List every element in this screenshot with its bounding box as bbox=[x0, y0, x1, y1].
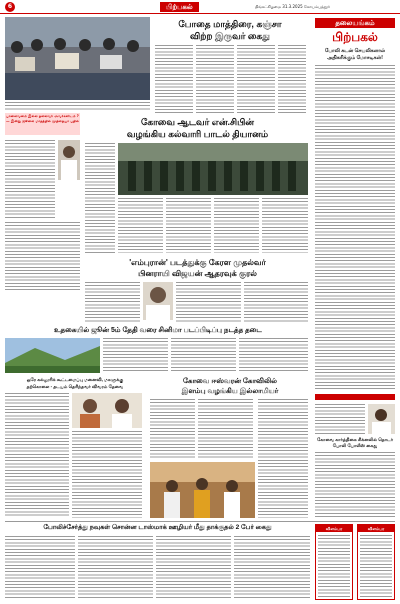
article-drugs-col4 bbox=[278, 45, 306, 113]
temple-col3 bbox=[258, 399, 308, 518]
cinema-col2 bbox=[171, 338, 236, 373]
photo-caption bbox=[5, 102, 150, 110]
lower-right-body bbox=[315, 452, 395, 518]
page-number: 6 bbox=[5, 2, 15, 12]
temple-col1 bbox=[150, 399, 195, 459]
left-box-headline: பாலைவனம் இல்ல தலைவர் அவர்களிடம் ? — இன்று ஜூலை மாதத்தில் முத்தையா பதில் bbox=[6, 114, 79, 123]
lower-left-col1 bbox=[5, 393, 69, 518]
headline-kovai-2: வழங்கிய கல்வாரி பாடல் தியானம் bbox=[126, 129, 269, 139]
editorial-body bbox=[315, 65, 395, 390]
section-bar bbox=[315, 394, 395, 400]
ad-body-2 bbox=[360, 535, 392, 597]
headline-drugs-2: விற்ற இருவர் கைது bbox=[190, 31, 270, 41]
pinarayi-photo bbox=[143, 282, 173, 320]
cinema-col1 bbox=[103, 338, 168, 373]
editorial-headline-1: போலி கடன் செயலிகளால் bbox=[324, 48, 386, 54]
headline-temple-2: இளம்பு வழங்கிய இல்லாமியர் bbox=[181, 388, 279, 395]
temple-photo bbox=[150, 462, 255, 518]
temple-col2 bbox=[198, 399, 253, 459]
headline-empuraan-1: 'எம்புரான்' படத்துக்கு கேரள முதல்வர் bbox=[129, 258, 266, 267]
ad-body-1 bbox=[318, 535, 350, 597]
headline-lower-left-1: ஒரே கல்லூரிக் கூட்டமைப்பு மனைவி, மகளுக்கு bbox=[26, 377, 124, 382]
kovai-article-col5 bbox=[262, 198, 308, 253]
kovai-article-col4 bbox=[214, 198, 259, 253]
headline-cinema: உதகையில் ஜூன் 5ம் தேதி வரை சினிமா படப்பிடிப்பு நடத்த தடை bbox=[54, 327, 262, 334]
bottom-col1 bbox=[5, 536, 75, 600]
bottom-col2 bbox=[78, 536, 153, 600]
cinema-col3 bbox=[239, 338, 308, 373]
headline-drugs-1: போதை மாத்திரை, கஞ்சா bbox=[178, 19, 282, 29]
brand-logo: பிற்பகல் bbox=[160, 2, 199, 12]
kovai-article-col2 bbox=[118, 198, 163, 253]
left-article-body-2 bbox=[5, 222, 80, 292]
bottom-col3 bbox=[156, 536, 231, 600]
bottom-divider bbox=[5, 521, 395, 522]
headline-kovai-1: கோவை ஆடவர் என்.சிபின் bbox=[140, 117, 255, 127]
couple-photo bbox=[72, 393, 142, 428]
landscape-photo bbox=[5, 338, 100, 373]
masthead bbox=[0, 0, 400, 14]
empuraan-col2 bbox=[176, 282, 241, 322]
person-photo bbox=[58, 140, 80, 180]
editorial-brand: பிற்பகல் bbox=[332, 30, 378, 44]
lower-left-col2 bbox=[72, 431, 142, 518]
headline-bottom: போலிச்சேர்த்து நவுகள் சொன்ன டாஸ்மாக் ஊழியர் மீது தாக்குதல் 2 பேர் கைது bbox=[43, 524, 272, 531]
editorial-headline-2: அதிகரிக்கும் மோசடிகள்! bbox=[327, 55, 383, 61]
ad-label-2: விளம்பர bbox=[358, 525, 394, 532]
article-drugs-col3 bbox=[237, 45, 275, 113]
date-line: திங்கட்கிழமை 31.3.2025 கோயம்புத்தூர் bbox=[255, 4, 330, 9]
kovai-article-col3 bbox=[166, 198, 211, 253]
article-drugs-col2 bbox=[196, 45, 234, 113]
protest-photo bbox=[5, 17, 150, 100]
left-article-body bbox=[5, 140, 55, 220]
headline-temple-1: கோவை ஈஸ்வரன் கோவிலில் bbox=[183, 378, 277, 385]
headline-lower-right: கோவை கார்த்திகை சிக்னலில் தொடர் போலி போலீஸ் கைது bbox=[317, 437, 393, 448]
military-parade-photo bbox=[118, 143, 308, 195]
empuraan-col1 bbox=[85, 282, 140, 322]
suspect-photo bbox=[368, 404, 395, 434]
lower-right-col1 bbox=[315, 404, 365, 434]
editorial-label: தலையங்கம் bbox=[315, 18, 395, 28]
headline-empuraan-2: பினராயி விஜயன் ஆதரவுக் குரல் bbox=[138, 269, 257, 278]
empuraan-col3 bbox=[244, 282, 308, 322]
ad-label-1: விளம்பர bbox=[316, 525, 352, 532]
kovai-article-col1 bbox=[85, 143, 115, 253]
bottom-col4 bbox=[234, 536, 310, 600]
headline-lower-left-2: தற்கொலை - தடயம் தெரிந்தவர் விவரம் தேவை bbox=[26, 384, 124, 389]
article-drugs-col1 bbox=[155, 45, 193, 113]
